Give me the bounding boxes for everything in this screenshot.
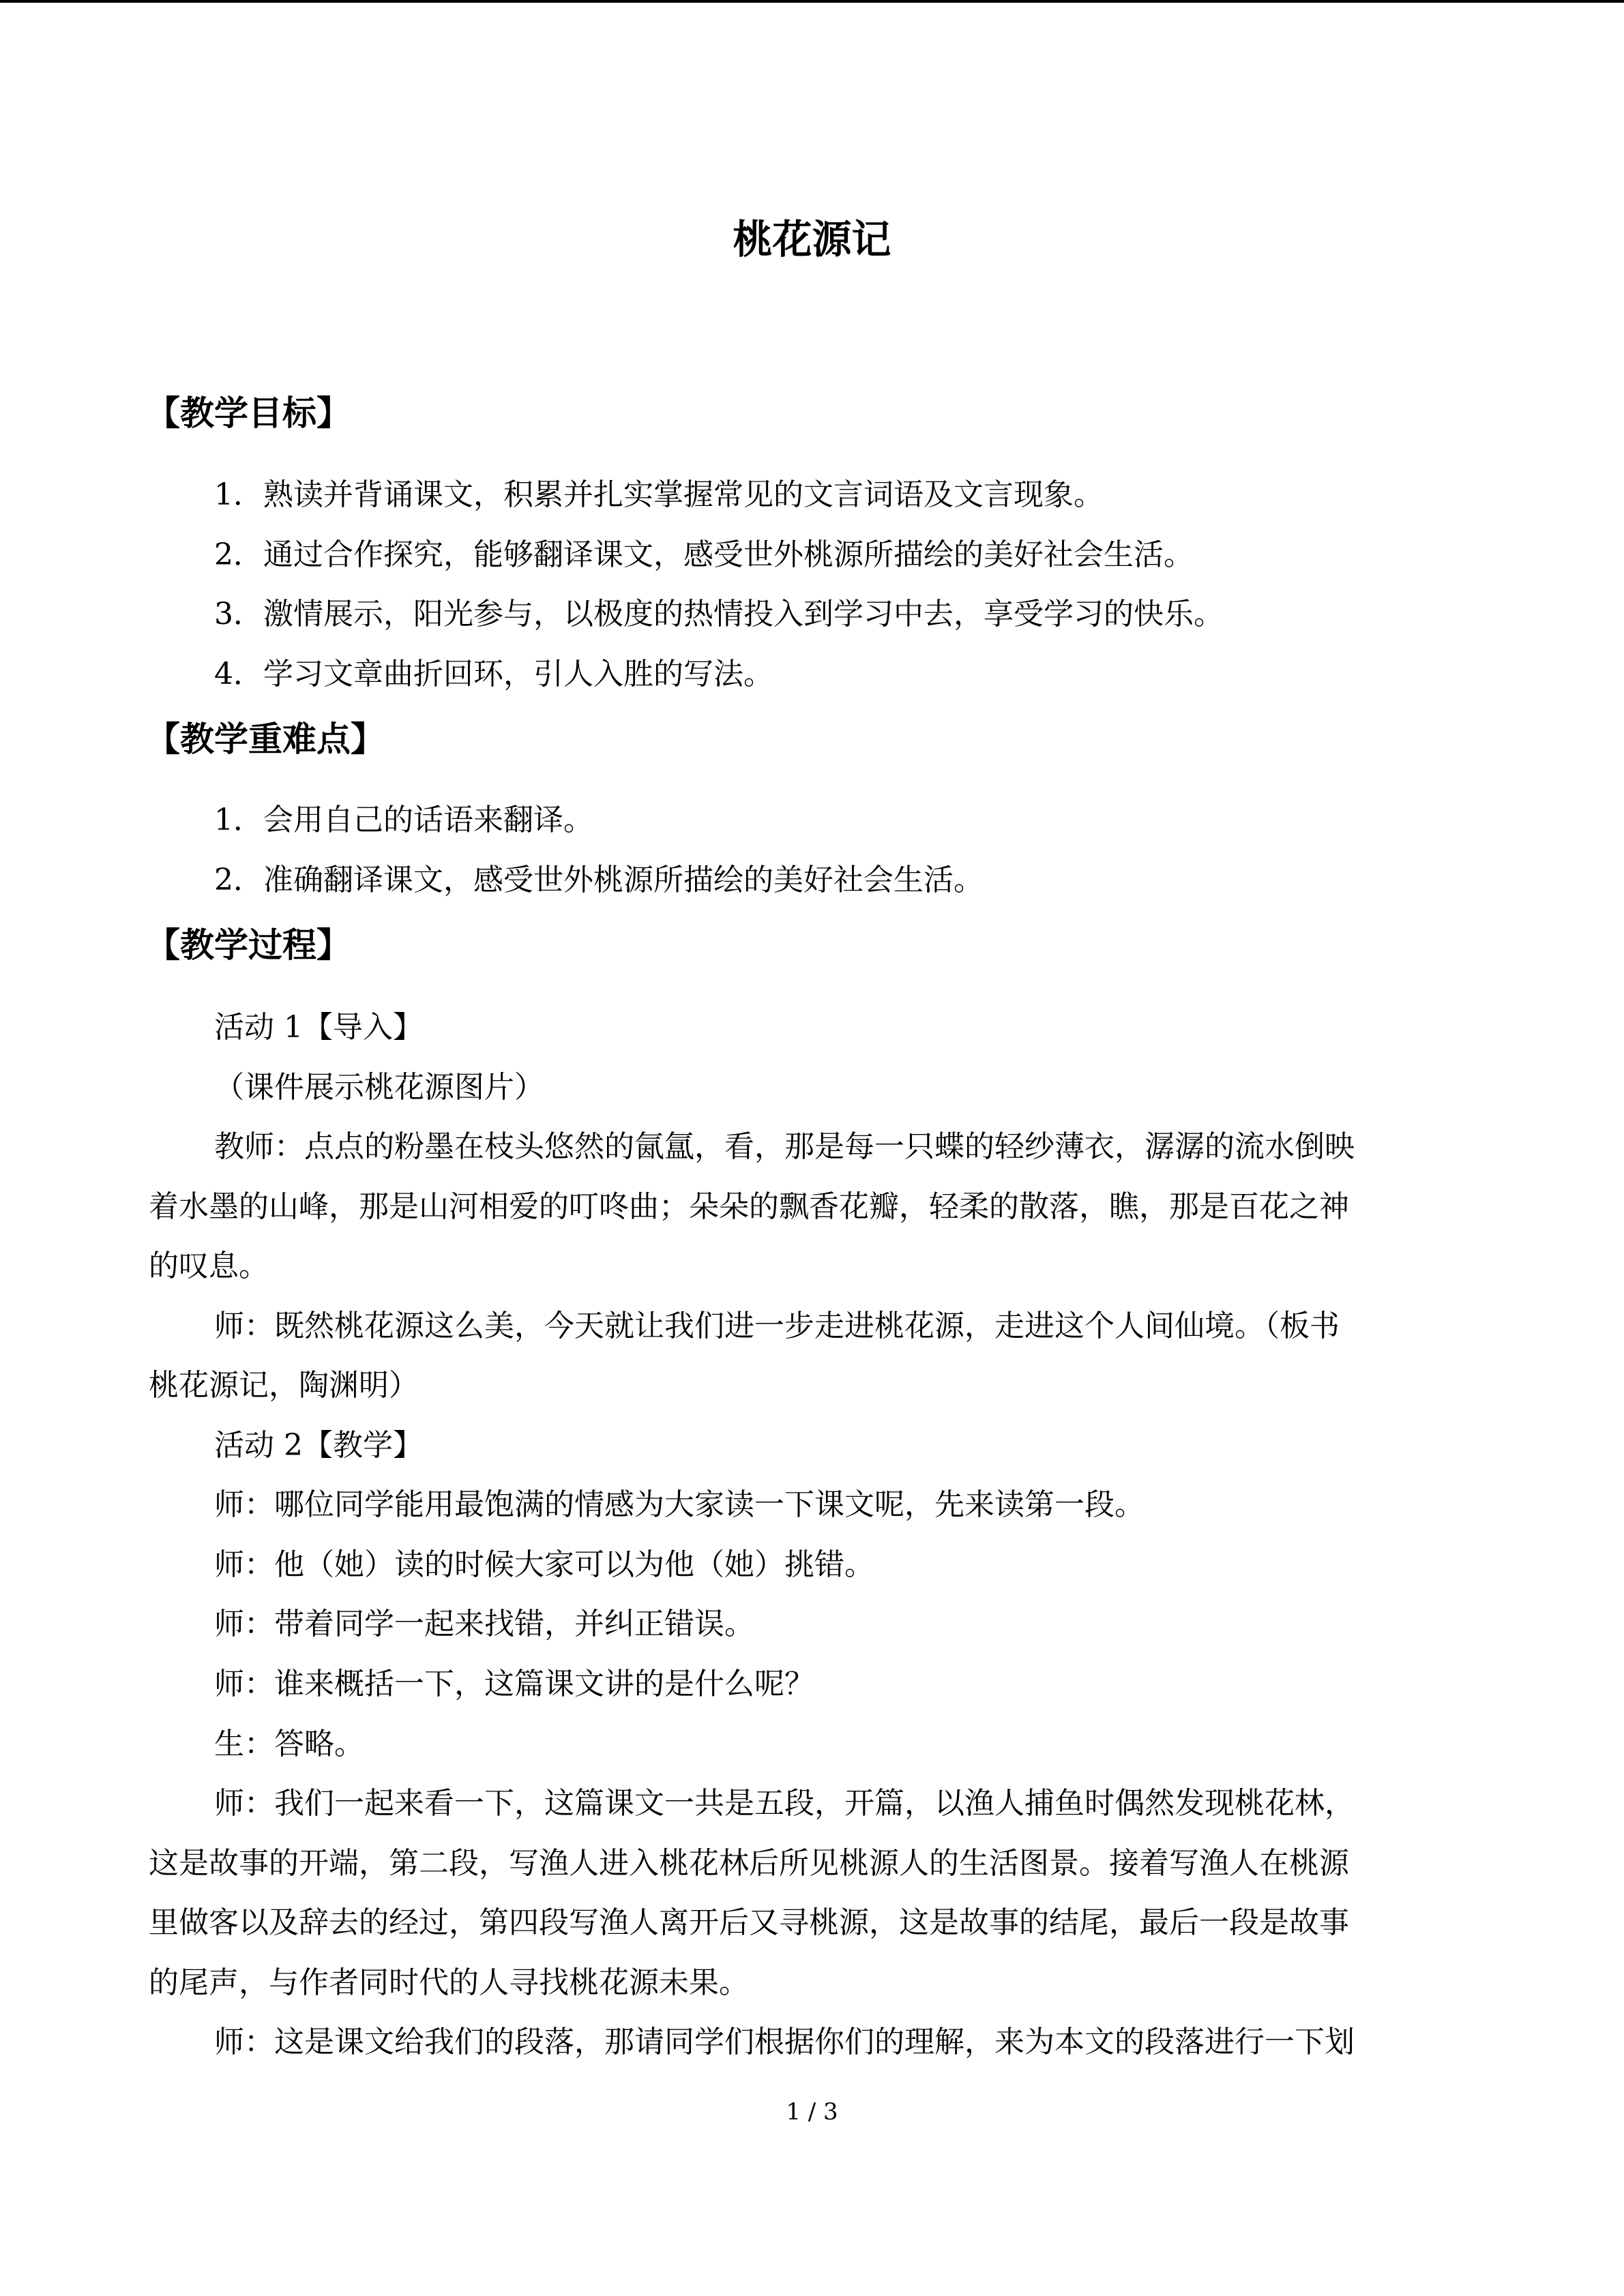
dialogue-line-3: 师：带着同学一起来找错，并纠正错误。 bbox=[214, 1607, 754, 1641]
dialogue-line-2: 师：他（她）读的时候大家可以为他（她）挑错。 bbox=[214, 1547, 874, 1582]
teacher-intro-line-2: 着水墨的山峰，那是山河相爱的叮咚曲；朵朵的飘香花瓣，轻柔的散落，瞧，那是百花之神 bbox=[149, 1189, 1349, 1224]
last-line: 师：这是课文给我们的段落，那请同学们根据你们的理解，来为本文的段落进行一下划 bbox=[214, 2025, 1355, 2059]
process-heading: 【教学过程】 bbox=[146, 925, 351, 965]
key-point-item-1: 1．会用自己的话语来翻译。 bbox=[214, 803, 593, 837]
objective-item-3: 3．激情展示，阳光参与，以极度的热情投入到学习中去，享受学习的快乐。 bbox=[214, 597, 1224, 631]
dialogue-line-4: 师：谁来概括一下，这篇课文讲的是什么呢？ bbox=[214, 1667, 814, 1701]
activity-2-label: 活动 2【教学】 bbox=[214, 1428, 423, 1463]
teacher-intro-line-1: 教师：点点的粉墨在枝头悠然的氤氲，看，那是每一只蝶的轻纱薄衣，潺潺的流水倒映 bbox=[214, 1129, 1355, 1164]
document-title: 桃花源记 bbox=[733, 216, 891, 263]
teacher-intro-line-3: 的叹息。 bbox=[149, 1249, 269, 1283]
summary-line-4: 的尾声，与作者同时代的人寻找桃花源未果。 bbox=[149, 1965, 749, 2000]
key-point-item-2: 2．准确翻译课文，感受世外桃源所描绘的美好社会生活。 bbox=[214, 863, 984, 897]
activity-1-label: 活动 1【导入】 bbox=[214, 1010, 423, 1045]
objective-item-2: 2．通过合作探究，能够翻译课文，感受世外桃源所描绘的美好社会生活。 bbox=[214, 537, 1194, 572]
courseware-note: （课件展示桃花源图片） bbox=[214, 1070, 544, 1105]
teacher-transition-line-2: 桃花源记，陶渊明） bbox=[149, 1368, 419, 1403]
dialogue-line-5: 生：答略。 bbox=[214, 1727, 364, 1761]
key-points-heading: 【教学重难点】 bbox=[146, 719, 385, 759]
summary-line-2: 这是故事的开端，第二段，写渔人进入桃花林后所见桃源人的生活图景。接着写渔人在桃源 bbox=[149, 1846, 1349, 1881]
dialogue-line-1: 师：哪位同学能用最饱满的情感为大家读一下课文呢，先来读第一段。 bbox=[214, 1487, 1145, 1522]
objective-item-4: 4．学习文章曲折回环，引人入胜的写法。 bbox=[214, 657, 773, 691]
summary-line-3: 里做客以及辞去的经过，第四段写渔人离开后又寻桃源，这是故事的结尾，最后一段是故事 bbox=[149, 1905, 1349, 1940]
teacher-transition-line-1: 师：既然桃花源这么美，今天就让我们进一步走进桃花源，走进这个人间仙境。（板书 bbox=[214, 1309, 1340, 1343]
objectives-heading: 【教学目标】 bbox=[146, 393, 351, 433]
summary-line-1: 师：我们一起来看一下，这篇课文一共是五段，开篇，以渔人捕鱼时偶然发现桃花林， bbox=[214, 1786, 1355, 1821]
page-number: 1 / 3 bbox=[786, 2098, 838, 2126]
objective-item-1: 1．熟读并背诵课文，积累并扎实掌握常见的文言词语及文言现象。 bbox=[214, 477, 1104, 512]
